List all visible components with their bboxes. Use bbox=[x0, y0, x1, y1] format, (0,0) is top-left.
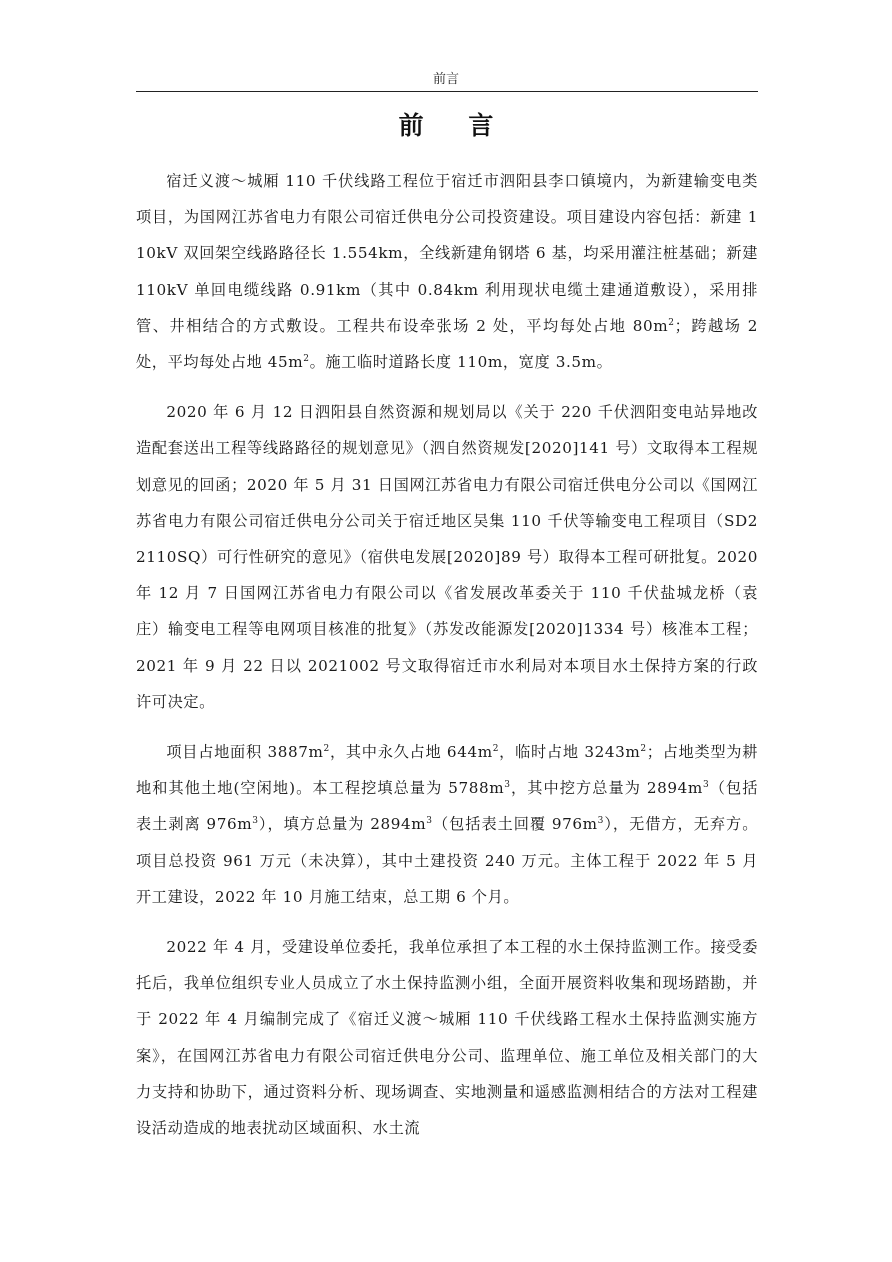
text-run: （包括表土剥离 976m bbox=[136, 779, 758, 834]
paragraph bbox=[136, 394, 758, 720]
text-run: 。施工临时道路长度 110m，宽度 3.5m。 bbox=[309, 353, 613, 372]
header-divider bbox=[136, 91, 758, 92]
superscript: 2 bbox=[492, 744, 500, 755]
text-run: ；跨越场 2 处，平均每处占地 45m bbox=[136, 316, 759, 372]
superscript: 2 bbox=[640, 744, 647, 755]
text-run: 宿迁义渡～城厢 110 千伏线路工程位于宿迁市泗阳县李口镇境内，为新建输变电类项目，为国网江苏省电力有限公司宿迁供电分公司投资建设。项目建设内容包括：新建 110kV 双回架空线路路径长 1.554km，全线新建角钢塔 6 基，均采用灌注桩基础；新建 110kV 单回电缆线路 0.91km（其中 0.84km 利用现状电缆土建通道敷设），采用排管、井相结合的方式敷设。工程共布设牵张场 2 处，平均每处占地 80m bbox=[136, 172, 758, 335]
text-run: ，临时占地 3243m bbox=[499, 743, 641, 762]
paragraph bbox=[136, 163, 758, 380]
superscript: 2 bbox=[668, 317, 675, 328]
text-run: ，其中挖方总量为 2894m bbox=[510, 779, 703, 798]
superscript: 3 bbox=[597, 816, 604, 827]
paragraph bbox=[136, 734, 758, 915]
text-run: ；占地类型为耕地和其他土地(空闲地)。本工程挖填总量为 5788m bbox=[136, 743, 758, 798]
superscript: 3 bbox=[252, 816, 259, 827]
paragraph bbox=[136, 929, 758, 1146]
body-text bbox=[136, 163, 758, 1160]
text-run: ，其中永久占地 644m bbox=[329, 743, 493, 762]
superscript: 3 bbox=[504, 780, 511, 791]
text-run: 项目占地面积 3887m bbox=[166, 743, 324, 762]
page-title: 前 言 bbox=[398, 111, 512, 140]
superscript: 2 bbox=[303, 354, 310, 365]
superscript: 3 bbox=[426, 816, 433, 827]
superscript: 3 bbox=[702, 780, 710, 791]
superscript: 2 bbox=[323, 744, 330, 755]
text-run: ），无借方，无弃方。项目总投资 961 万元（未决算），其中土建投资 240 万元。主体工程于 2022 年 5 月开工建设，2022 年 10 月施工结束，总工期 6 个月。 bbox=[136, 815, 758, 906]
text-run: 2020 年 6 月 12 日泗阳县自然资源和规划局以《关于 220 千伏泗阳变电站异地改造配套送出工程等线路路径的规划意见》（泗自然资规发[2020]141 号）文取得本工程规划意见的回函；2020 年 5 月 31 日国网江苏省电力有限公司宿迁供电分公司以《国网江苏省电力有限公司宿迁供电分公司关于宿迁地区吴集 110 千伏等输变电工程项目（SD22110SQ）可行性研究的意见》（宿供电发展[2020]89 号）取得本工程可研批复。2020 年 12 月 7 日国网江苏省电力有限公司以《省发展改革委关于 110 千伏盐城龙桥（袁庄）输变电工程等电网项目核准的批复》（苏发改能源发[2020]1334 号）核准本工程；2021 年 9 月 22 日以 2021002 号文取得宿迁市水利局对本项目水土保持方案的行政许可决定。 bbox=[136, 403, 758, 711]
text-run: ），填方总量为 2894m bbox=[258, 815, 427, 834]
running-header: 前言 bbox=[432, 72, 459, 87]
text-run: 2022 年 4 月，受建设单位委托，我单位承担了本工程的水土保持监测工作。接受委托后，我单位组织专业人员成立了水土保持监测小组，全面开展资料收集和现场踏勘，并于 2022 年 4 月编制完成了《宿迁义渡～城厢 110 千伏线路工程水土保持监测实施方案》，在国网江苏省电力有限公司宿迁供电分公司、监理单位、施工单位及相关部门的大力支持和协助下，通过资料分析、现场调查、实地测量和遥感监测相结合的方法对工程建设活动造成的地表扰动区域面积、水土流 bbox=[136, 938, 758, 1138]
text-run: （包括表土回覆 976m bbox=[432, 815, 598, 834]
